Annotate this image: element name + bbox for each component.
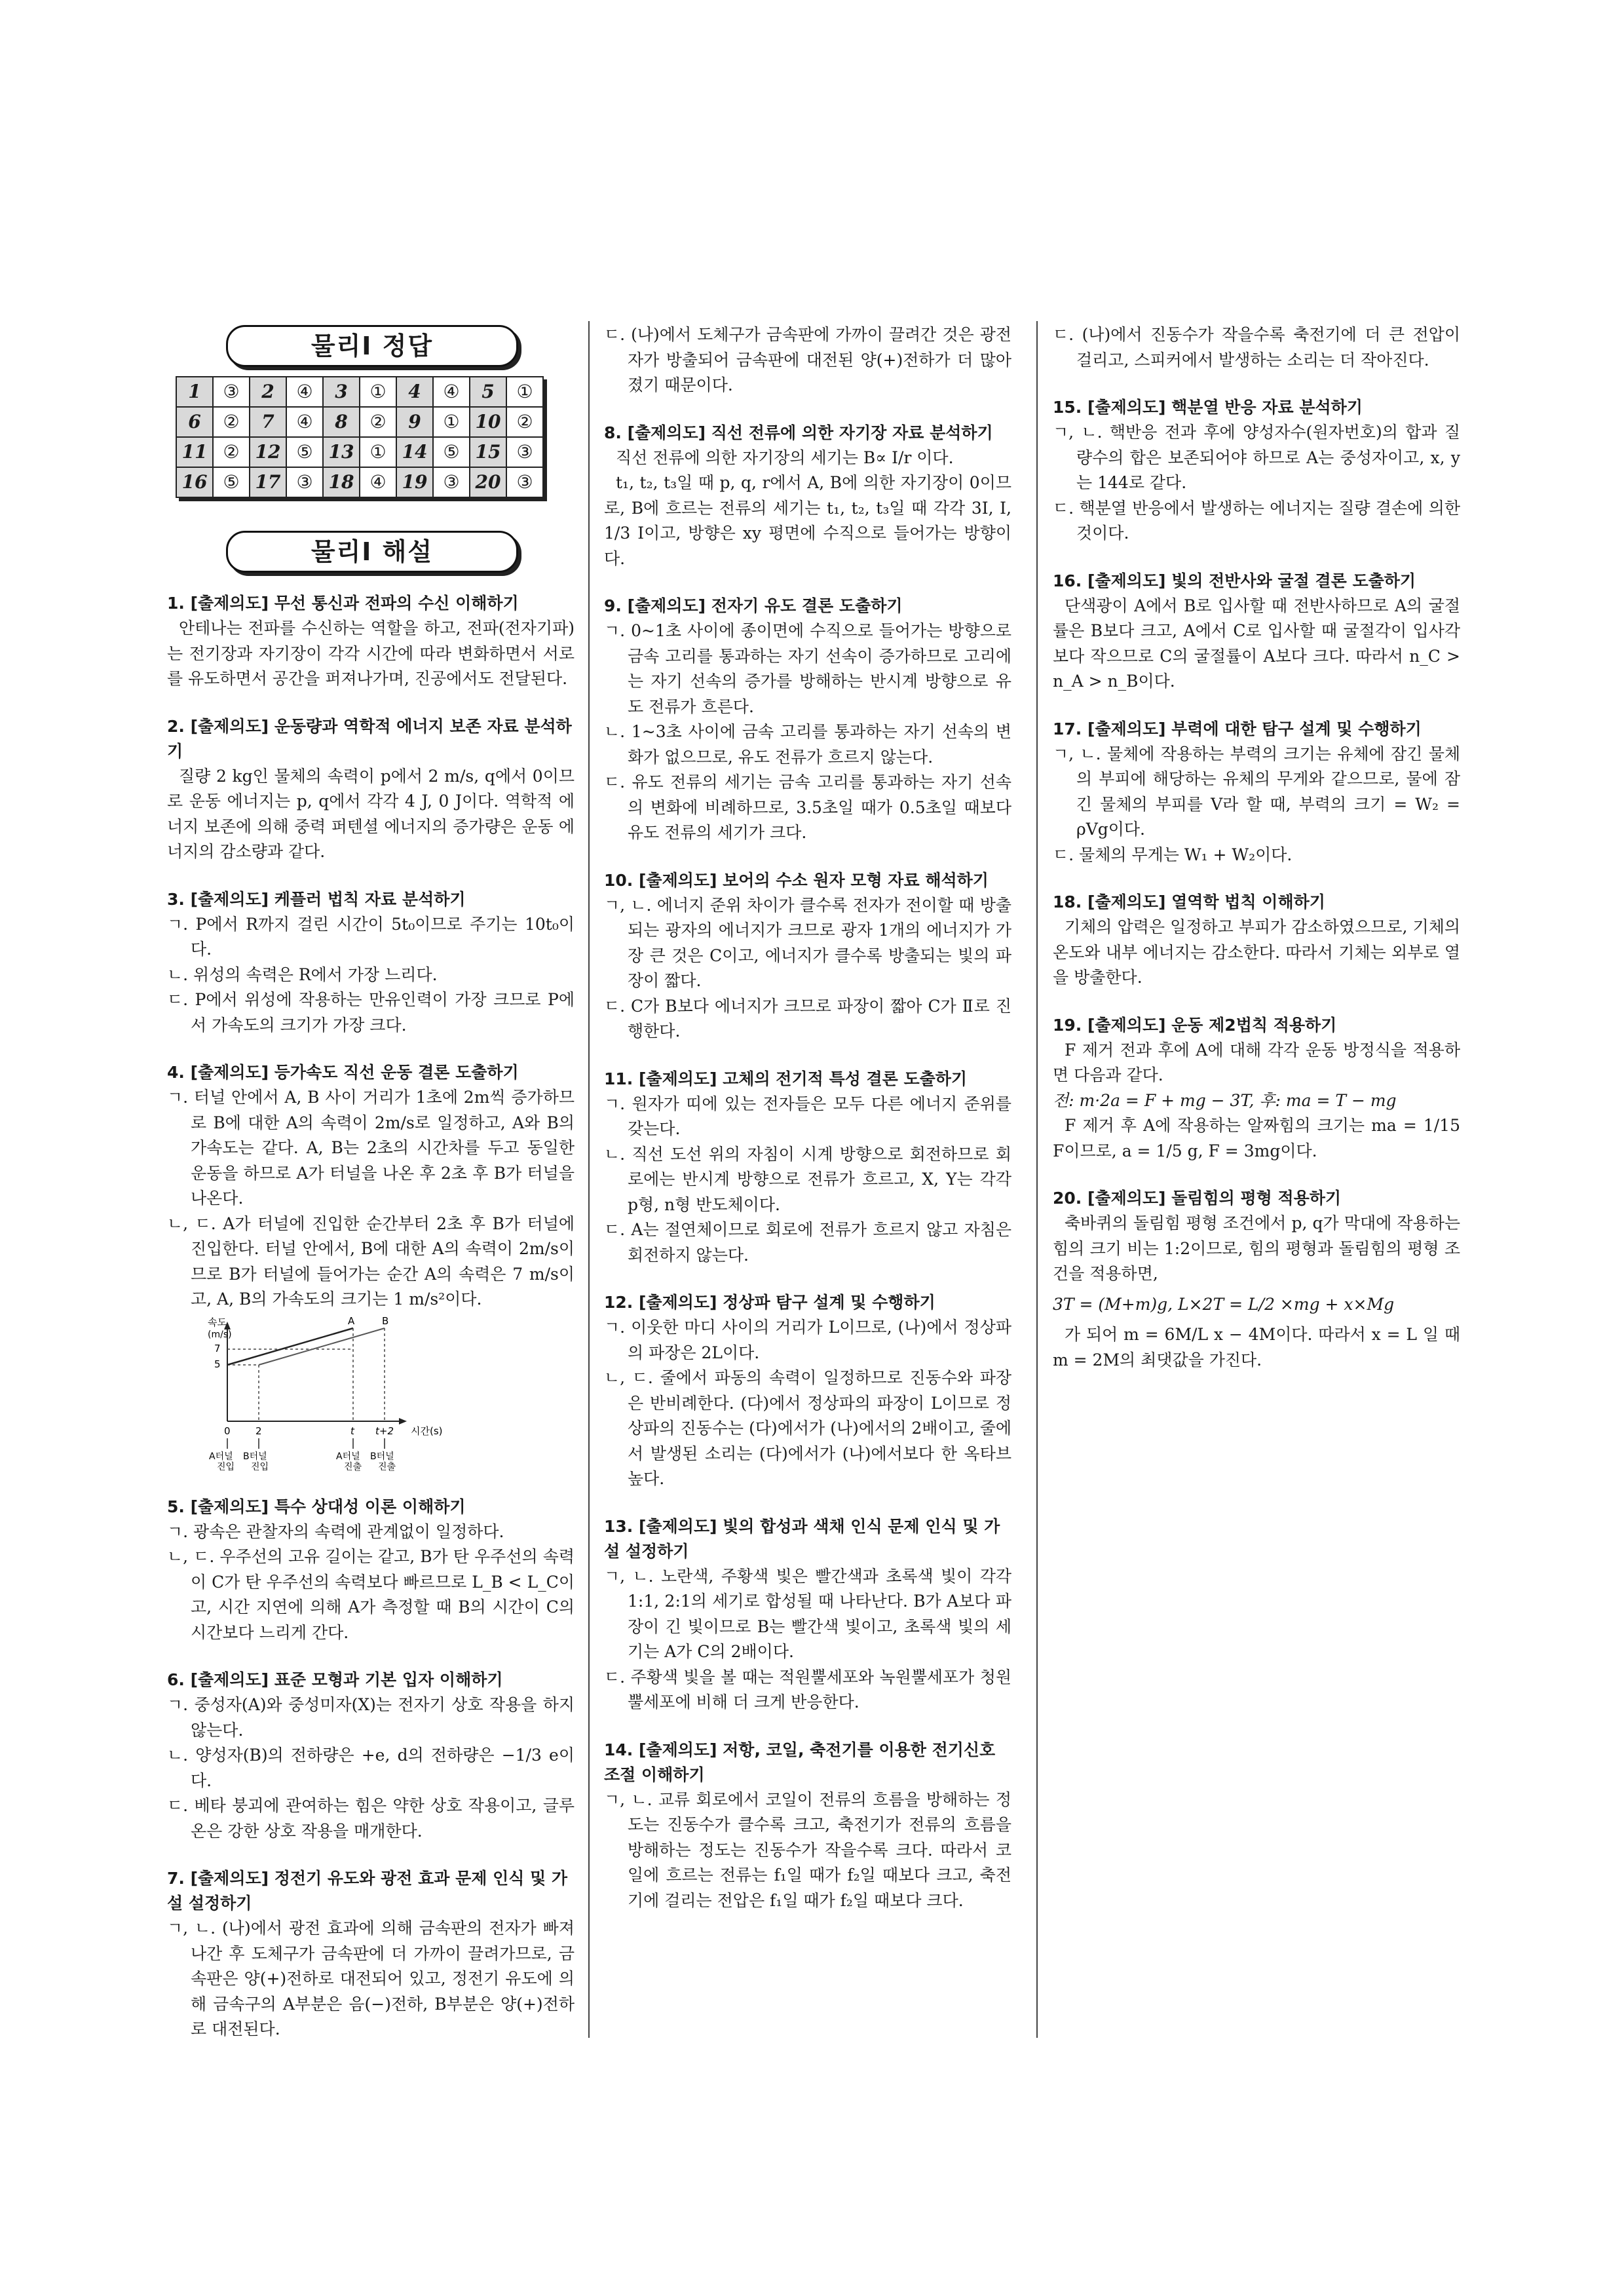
explanation-item: ㄱ, ㄴ. (나)에서 광전 효과에 의해 금속판의 전자가 빠져나간 후 도체구가 금속판에 더 가까이 끌려가므로, 금속판은 양(+)전하로 대전되어 있고, 정전기 유도에 의해 금속구의 A부분은 음(−)전하, B부분은 양(+)전하로 대전된다. xyxy=(167,1919,575,2038)
explanation-title: 20. [출제의도] 돌림힘의 평형 적용하기 xyxy=(1053,1189,1342,1208)
explanation-item: ㄴ. 1~3초 사이에 금속 고리를 통과하는 자기 선속의 변화가 없으므로, 유도 전류가 흐르지 않는다. xyxy=(604,722,1011,767)
question-number: 3 xyxy=(323,377,360,407)
answer-choice: ③ xyxy=(286,467,323,497)
answer-table xyxy=(176,376,544,498)
explanation-4 xyxy=(167,1060,575,1472)
y-tick-5: 5 xyxy=(214,1358,221,1370)
explanation-item: ㄱ, ㄴ. 에너지 준위 차이가 클수록 전자가 전이할 때 방출되는 광자의 에너지가 크므로 광자 1개의 에너지가 가장 큰 것은 C이고, 에너지가 클수록 방출되는 빛의 파장이 짧다. xyxy=(604,895,1011,990)
explanation-12 xyxy=(604,1290,1011,1492)
explanation-item: ㄴ, ㄷ. A가 터널에 진입한 순간부터 2초 후 B가 터널에 진입한다. 터널 안에서, B에 대한 A의 속력이 2m/s이므로 B가 터널에 들어가는 순간 A의 속력은 7 m/s이고, A, B의 가속도의 크기는 1 m/s²이다. xyxy=(167,1214,575,1309)
line-a-label: A xyxy=(348,1314,355,1327)
equation: 3T = (M+m)g, L×2T = L/2 ×mg + x×Mg xyxy=(1053,1294,1395,1314)
question-number: 17 xyxy=(250,467,286,497)
velocity-time-graph xyxy=(206,1315,495,1472)
column-divider-1 xyxy=(588,321,590,2038)
answer-choice: ① xyxy=(360,437,396,467)
explanation-5 xyxy=(167,1495,575,1646)
explanation-title: 12. [출제의도] 정상파 탐구 설계 및 수행하기 xyxy=(604,1293,935,1312)
explanation-16 xyxy=(1053,569,1460,695)
explanation-1 xyxy=(167,591,575,692)
y-axis-unit: (m/s) xyxy=(208,1329,232,1340)
caption-a-enter-2: 진입 xyxy=(217,1461,235,1472)
explanation-title: 11. [출제의도] 고체의 전기적 특성 결론 도출하기 xyxy=(604,1069,968,1088)
explanation-18 xyxy=(1053,890,1460,991)
x-tick-t: t xyxy=(350,1425,354,1437)
question-number: 8 xyxy=(323,407,360,437)
explanation-13 xyxy=(604,1514,1011,1715)
answer-choice: ③ xyxy=(213,377,250,407)
answer-choice: ⑤ xyxy=(213,467,250,497)
question-number: 5 xyxy=(470,377,506,407)
explanation-title: 3. [출제의도] 케플러 법칙 자료 분석하기 xyxy=(167,889,466,909)
caption-b-enter-2: 진입 xyxy=(251,1461,269,1472)
caption-a-exit-2: 진출 xyxy=(344,1461,362,1472)
explanation-item: ㄷ. 물체의 무게는 W₁ + W₂이다. xyxy=(1053,845,1293,864)
explanation-9 xyxy=(604,594,1011,846)
answer-choice: ① xyxy=(360,377,396,407)
explanation-item: ㄷ. C가 B보다 에너지가 크므로 파장이 짧아 C가 Ⅱ로 진행한다. xyxy=(604,996,1011,1041)
answer-choice: ③ xyxy=(506,467,543,497)
answer-choice: ① xyxy=(506,377,543,407)
explanation-item: ㄴ, ㄷ. 우주선의 고유 길이는 같고, B가 탄 우주선의 속력이 C가 탄 우주선의 속력보다 빠르므로 L_B < L_C이고, 시간 지연에 의해 A가 측정할 때 B의 시간이 C의 시간보다 느리게 간다. xyxy=(167,1547,575,1642)
equation: 전: m·2a = F + mg − 3T, 후: ma = T − mg xyxy=(1053,1090,1397,1110)
answer-choice: ③ xyxy=(433,467,470,497)
explanation-text: F 제거 후 A에 작용하는 알짜힘의 크기는 ma = 1/15 F이므로, a = 1/5 g, F = 3mg이다. xyxy=(1053,1116,1460,1160)
explanation-8 xyxy=(604,421,1011,572)
question-number: 1 xyxy=(176,377,213,407)
question-number: 12 xyxy=(250,437,286,467)
explanation-text: t₁, t₂, t₃일 때 p, q, r에서 A, B에 의한 자기장이 0이므로, B에 흐르는 전류의 세기는 t₁, t₂, t₃일 때 각각 3I, I, 1/3 I이고, 방향은 xy 평면에 수직으로 들어가는 방향이다. xyxy=(604,473,1011,568)
y-axis-label: 속도 xyxy=(208,1316,227,1328)
question-number: 7 xyxy=(250,407,286,437)
explanation-item: ㄴ, ㄷ. 줄에서 파동의 속력이 일정하므로 진동수와 파장은 반비례한다. (다)에서 정상파의 파장이 L이므로 정상파의 진동수는 (다)에서가 (나)에서의 2배이고, 줄에서 발생된 소리는 (다)에서가 (나)에서보다 한 옥타브 높다. xyxy=(604,1368,1011,1488)
answer-choice: ④ xyxy=(286,377,323,407)
y-tick-7: 7 xyxy=(214,1342,221,1354)
x-tick-2: 2 xyxy=(255,1425,262,1437)
explanation-title: 16. [출제의도] 빛의 전반사와 굴절 결론 도출하기 xyxy=(1053,571,1416,590)
explanation-text: 단색광이 A에서 B로 입사할 때 전반사하므로 A의 굴절률은 B보다 크고, A에서 C로 입사할 때 굴절각이 입사각보다 작으므로 C의 굴절률이 A보다 크다. 따라서 n_C > n_A > n_B이다. xyxy=(1053,596,1460,691)
explanation-item: ㄱ, ㄴ. 교류 회로에서 코일이 전류의 흐름을 방해하는 정도는 진동수가 클수록 크고, 축전기가 전류의 흐름을 방해하는 정도는 진동수가 작을수록 크다. 따라서 코일에 흐르는 전류는 f₁일 때가 f₂일 때보다 크고, 축전기에 걸리는 전압은 f₁일 때가 f₂일 때보다 크다. xyxy=(604,1789,1011,1910)
explanation-7 xyxy=(167,1866,575,2042)
explanation-title: 10. [출제의도] 보어의 수소 원자 모형 자료 해석하기 xyxy=(604,870,989,890)
explanation-14-cont xyxy=(1053,322,1460,373)
explanation-17 xyxy=(1053,717,1460,868)
explanation-item: ㄷ. (나)에서 도체구가 금속판에 가까이 끌려간 것은 광전자가 방출되어 금속판에 대전된 양(+)전하가 더 많아졌기 때문이다. xyxy=(604,325,1011,394)
explanation-text: 가 되어 m = 6M/L x − 4M이다. 따라서 x = L 일 때 m = 2M의 최댓값을 가진다. xyxy=(1053,1325,1460,1369)
explanation-title: 15. [출제의도] 핵분열 반응 자료 분석하기 xyxy=(1053,398,1363,417)
question-number: 9 xyxy=(396,407,433,437)
x-axis-arrow xyxy=(399,1418,407,1425)
explanation-item: ㄱ. 이웃한 마디 사이의 거리가 L이므로, (나)에서 정상파의 파장은 2L이다. xyxy=(604,1318,1011,1362)
caption-a-exit: A터널 xyxy=(336,1451,360,1462)
question-number: 4 xyxy=(396,377,433,407)
explanation-text: 축바퀴의 돌림힘 평형 조건에서 p, q가 막대에 작용하는 힘의 크기 비는 1:2이므로, 힘의 평형과 돌림힘의 평형 조건을 적용하면, xyxy=(1053,1214,1460,1283)
explanation-title: 14. [출제의도] 저항, 코일, 축전기를 이용한 전기신호 조절 이해하기 xyxy=(604,1740,996,1784)
explanation-title: 6. [출제의도] 표준 모형과 기본 입자 이해하기 xyxy=(167,1670,503,1689)
question-number: 20 xyxy=(470,467,506,497)
explanation-text: 기체의 압력은 일정하고 부피가 감소하였으므로, 기체의 온도와 내부 에너지는 감소한다. 따라서 기체는 외부로 열을 방출한다. xyxy=(1053,917,1460,987)
explanation-7-cont xyxy=(604,322,1011,398)
explanation-title: 2. [출제의도] 운동량과 역학적 에너지 보존 자료 분석하기 xyxy=(167,716,572,761)
column-divider-2 xyxy=(1036,321,1038,2038)
answers-title: 물리Ⅰ 정답 xyxy=(226,325,518,367)
explanation-item: ㄷ. 핵분열 반응에서 발생하는 에너지는 질량 결손에 의한 것이다. xyxy=(1053,498,1460,543)
explanation-text: 직선 전류에 의한 자기장의 세기는 B∝ I/r 이다. xyxy=(616,448,954,467)
explanation-item: ㄷ. 베타 붕괴에 관여하는 힘은 약한 상호 작용이고, 글루온은 강한 상호 작용을 매개한다. xyxy=(167,1796,575,1841)
answer-choice: ③ xyxy=(506,437,543,467)
explanation-title: 7. [출제의도] 정전기 유도와 광전 효과 문제 인식 및 가설 설정하기 xyxy=(167,1869,568,1913)
question-number: 16 xyxy=(176,467,213,497)
answer-choice: ② xyxy=(213,437,250,467)
explanation-item: ㄱ. 원자가 띠에 있는 전자들은 모두 다른 에너지 준위를 갖는다. xyxy=(604,1094,1011,1138)
x-tick-t-plus-2: t+2 xyxy=(375,1425,394,1437)
question-number: 18 xyxy=(323,467,360,497)
explanation-11 xyxy=(604,1067,1011,1269)
explanation-2 xyxy=(167,714,575,865)
explanation-item: ㄷ. (나)에서 진동수가 작을수록 축전기에 더 큰 전압이 걸리고, 스피커에서 발생하는 소리는 더 작아진다. xyxy=(1053,325,1460,370)
answer-choice: ② xyxy=(506,407,543,437)
explanation-20 xyxy=(1053,1186,1460,1373)
answer-choice: ④ xyxy=(360,467,396,497)
answer-row xyxy=(176,377,543,407)
question-number: 15 xyxy=(470,437,506,467)
answer-choice: ② xyxy=(360,407,396,437)
explanation-item: ㄱ, ㄴ. 물체에 작용하는 부력의 크기는 유체에 잠긴 물체의 부피에 해당하는 유체의 무게와 같으므로, 물에 잠긴 물체의 부피를 V라 할 때, 부력의 크기 = W₂ = ρVg이다. xyxy=(1053,744,1460,839)
explanation-item: ㄱ. P에서 R까지 걸린 시간이 5t₀이므로 주기는 10t₀이다. xyxy=(167,914,575,959)
column-2 xyxy=(604,322,1011,1936)
explanation-6 xyxy=(167,1668,575,1844)
explanation-title: 8. [출제의도] 직선 전류에 의한 자기장 자료 분석하기 xyxy=(604,423,993,442)
explanation-item: ㄴ. 직선 도선 위의 자침이 시계 방향으로 회전하므로 회로에는 반시계 방향으로 전류가 흐르고, X, Y는 각각 p형, n형 반도체이다. xyxy=(604,1144,1011,1214)
line-b xyxy=(259,1328,385,1365)
column-1 xyxy=(167,322,575,2065)
explanation-19 xyxy=(1053,1013,1460,1164)
explanation-item: ㄷ. A는 절연체이므로 회로에 전류가 흐르지 않고 자침은 회전하지 않는다. xyxy=(604,1220,1011,1265)
caption-b-exit: B터널 xyxy=(370,1451,394,1462)
explanation-item: ㄷ. 유도 전류의 세기는 금속 고리를 통과하는 자기 선속의 변화에 비례하므로, 3.5초일 때가 0.5초일 때보다 유도 전류의 세기가 크다. xyxy=(604,773,1011,842)
question-number: 6 xyxy=(176,407,213,437)
explanation-title: 4. [출제의도] 등가속도 직선 운동 결론 도출하기 xyxy=(167,1063,519,1082)
answer-choice: ① xyxy=(433,407,470,437)
answer-row xyxy=(176,467,543,497)
explanation-title: 9. [출제의도] 전자기 유도 결론 도출하기 xyxy=(604,596,903,615)
explanation-item: ㄷ. 주황색 빛을 볼 때는 적원뿔세포와 녹원뿔세포가 청원뿔세포에 비해 더 크게 반응한다. xyxy=(604,1667,1011,1712)
explanations-title: 물리Ⅰ 해설 xyxy=(226,531,518,573)
explanation-text: F 제거 전과 후에 A에 대해 각각 운동 방정식을 적용하면 다음과 같다. xyxy=(1053,1040,1460,1084)
answer-row xyxy=(176,407,543,437)
explanation-15 xyxy=(1053,395,1460,546)
explanation-14 xyxy=(604,1738,1011,1914)
explanation-title: 18. [출제의도] 열역학 법칙 이해하기 xyxy=(1053,892,1325,911)
question-number: 13 xyxy=(323,437,360,467)
explanation-title: 5. [출제의도] 특수 상대성 이론 이해하기 xyxy=(167,1497,466,1516)
explanation-item: ㄱ. 터널 안에서 A, B 사이 거리가 1초에 2m씩 증가하므로 B에 대한 A의 속력이 2m/s로 일정하고, A와 B의 가속도는 같다. A, B는 2초의 시간차를 두고 동일한 운동을 하므로 A가 터널을 나온 후 2초 후 B가 터널을 나온다. xyxy=(167,1088,575,1208)
explanation-title: 19. [출제의도] 운동 제2법칙 적용하기 xyxy=(1053,1015,1337,1035)
explanation-title: 17. [출제의도] 부력에 대한 탐구 설계 및 수행하기 xyxy=(1053,719,1422,738)
explanation-item: ㄴ. 양성자(B)의 전하량은 +e, d의 전하량은 −1/3 e이다. xyxy=(167,1746,575,1790)
caption-b-enter: B터널 xyxy=(243,1451,267,1462)
x-tick-0: 0 xyxy=(224,1425,231,1437)
question-number: 14 xyxy=(396,437,433,467)
answer-choice: ② xyxy=(213,407,250,437)
answer-choice: ⑤ xyxy=(286,437,323,467)
explanation-3 xyxy=(167,887,575,1039)
question-number: 19 xyxy=(396,467,433,497)
explanation-title: 13. [출제의도] 빛의 합성과 색채 인식 문제 인식 및 가설 설정하기 xyxy=(604,1516,1000,1561)
question-number: 11 xyxy=(176,437,213,467)
explanation-item: ㄱ. 광속은 관찰자의 속력에 관계없이 일정하다. xyxy=(167,1521,504,1541)
explanation-item: ㄱ, ㄴ. 핵반응 전과 후에 양성자수(원자번호)의 합과 질량수의 합은 보존되어야 하므로 A는 중성자이고, x, y는 144로 같다. xyxy=(1053,423,1460,492)
caption-a-enter: A터널 xyxy=(209,1451,233,1462)
question-number: 10 xyxy=(470,407,506,437)
explanation-item: ㄴ. 위성의 속력은 R에서 가장 느리다. xyxy=(167,965,438,984)
explanation-item: ㄱ. 중성자(A)와 중성미자(X)는 전자기 상호 작용을 하지 않는다. xyxy=(167,1695,575,1740)
line-a xyxy=(227,1328,353,1365)
x-axis-label: 시간(s) xyxy=(411,1425,443,1437)
explanation-10 xyxy=(604,868,1011,1044)
answer-choice: ④ xyxy=(286,407,323,437)
answer-row xyxy=(176,437,543,467)
explanation-item: ㄷ. P에서 위성에 작용하는 만유인력이 가장 크므로 P에서 가속도의 크기가 가장 크다. xyxy=(167,990,575,1035)
answer-choice: ⑤ xyxy=(433,437,470,467)
line-b-label: B xyxy=(382,1314,389,1327)
explanation-item: ㄱ. 0~1초 사이에 종이면에 수직으로 들어가는 방향으로 금속 고리를 통과하는 자기 선속이 증가하므로 고리에는 자기 선속의 증가를 방해하는 반시계 방향으로 유도 전류가 흐른다. xyxy=(604,621,1011,716)
explanation-text: 질량 2 kg인 물체의 속력이 p에서 2 m/s, q에서 0이므로 운동 에너지는 p, q에서 각각 4 J, 0 J이다. 역학적 에너지 보존에 의해 중력 퍼텐셜 에너지의 증가량은 운동 에너지의 감소량과 같다. xyxy=(167,766,575,861)
answer-choice: ④ xyxy=(433,377,470,407)
explanation-item: ㄱ, ㄴ. 노란색, 주황색 빛은 빨간색과 초록색 빛이 각각 1:1, 2:1의 세기로 합성될 때 나타난다. B가 A보다 파장이 긴 빛이므로 B는 빨간색 빛이고, 초록색 빛의 세기는 A가 C의 2배이다. xyxy=(604,1566,1011,1661)
caption-b-exit-2: 진출 xyxy=(378,1461,396,1472)
explanation-title: 1. [출제의도] 무선 통신과 전파의 수신 이해하기 xyxy=(167,594,519,613)
column-3 xyxy=(1053,322,1460,1395)
question-number: 2 xyxy=(250,377,286,407)
explanation-text: 안테나는 전파를 수신하는 역할을 하고, 전파(전자기파)는 전기장과 자기장이 각각 시간에 따라 변화하면서 서로를 유도하면서 공간을 퍼져나가며, 진공에서도 전달된다. xyxy=(167,619,575,688)
